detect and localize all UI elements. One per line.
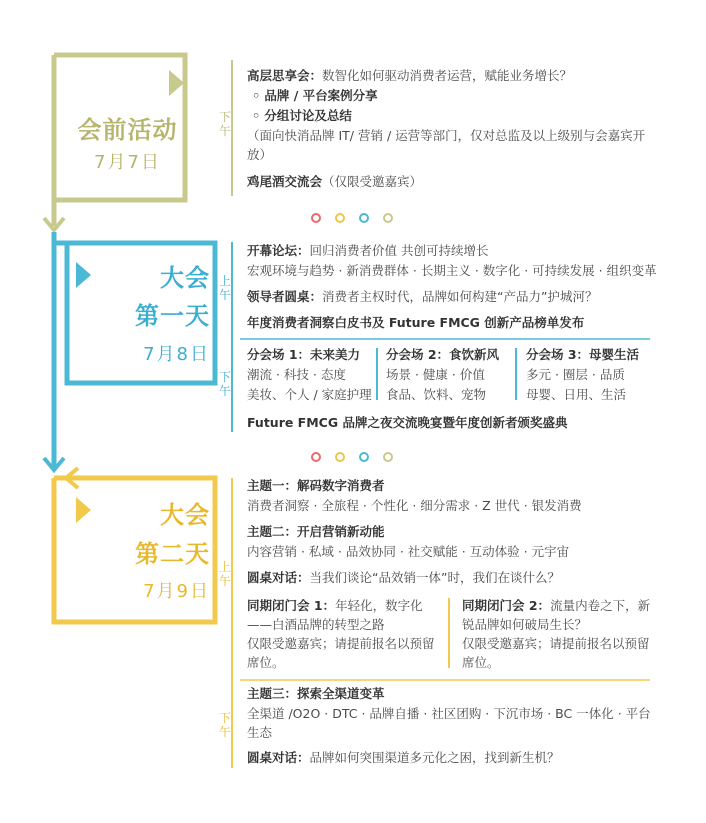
day1-arrow-icon (76, 262, 91, 288)
day2-morning-line-5: 圆桌对话：当我们谈论“品效销一体”时，我们在谈什么？ (247, 570, 560, 585)
session-categories: 美妆、个人 / 家庭护理 (247, 387, 372, 402)
session-title: 分会场 3：母婴生活 (526, 347, 640, 362)
session-tags: 潮流 · 科技 · 态度 (247, 367, 346, 382)
day2-title-line2: 第二天 (135, 540, 210, 568)
day2-afternoon-period: 下午 (218, 711, 231, 739)
day1-title-line2: 第一天 (135, 302, 210, 330)
day2-afternoon-line-3: 圆桌对话：品牌如何突围渠道多元化之困，找到新生机？ (247, 750, 560, 765)
pre-event-line-5: 鸡尾酒交流会（仅限受邀嘉宾） (247, 174, 423, 189)
dot-icon (383, 213, 393, 223)
day1-evening: Future FMCG 品牌之夜交流晚宴暨年度创新者颁奖盛典 (247, 415, 568, 430)
day2-date: 7月9日 (143, 581, 210, 602)
dot-icon (335, 213, 345, 223)
day1-morning-line-3: 领导者圆桌：消费者主权时代，品牌如何构建“产品力”护城河？ (247, 289, 598, 304)
day2-morning-line-3: 主题二：开启营销新动能 (247, 524, 385, 539)
day1-title-line1: 大会 (160, 264, 210, 292)
dot-icon (359, 213, 369, 223)
day1-morning-period: 上午 (218, 274, 231, 302)
session-tags: 多元 · 圈层 · 品质 (526, 367, 625, 382)
day2-morning-line-2: 消费者洞察 · 全旅程 · 个性化 · 细分需求 · Z 世代 · 银发消费 (247, 498, 582, 513)
session-title: 分会场 2：食饮新风 (386, 347, 500, 362)
pre-event-arrow-icon (169, 70, 184, 96)
pre-event-title: 会前活动 (77, 116, 178, 144)
day1-date: 7月8日 (143, 344, 210, 365)
dot-icon (311, 452, 321, 462)
day2-afternoon-line-1: 主题三：探索全渠道变革 (247, 686, 385, 701)
pre-event-period: 下午 (218, 110, 231, 138)
session-categories: 母婴、日用、生活 (526, 387, 627, 402)
day1-morning-line-2: 宏观环境与趋势 · 新消费群体 · 长期主义 · 数字化 · 可持续发展 · 组织变革 (247, 263, 657, 278)
pre-event-line-2: ◦ 品牌 / 平台案例分享 (252, 88, 378, 103)
day2-afternoon-line-2: 全渠道 /O2O · DTC · 品牌自播 · 社区团购 · 下沉市场 · BC 一体化 · 平台生态 (247, 706, 651, 740)
dot-icon (311, 213, 321, 223)
day2-closed-session-1: 同期闭门会 1：年轻化，数字化——白酒品牌的转型之路 仅限受邀嘉宾；请提前报名以预留席位。 (247, 598, 435, 670)
pre-event-date: 7月7日 (94, 152, 161, 173)
day1-morning-line-1: 开幕论坛：回归消费者价值 共创可持续增长 (247, 243, 489, 258)
day1-afternoon-period: 下午 (218, 370, 231, 398)
day2-arrow-icon (76, 497, 91, 523)
day2-morning-line-4: 内容营销 · 私域 · 品效协同 · 社交赋能 · 互动体验 · 元宇宙 (247, 544, 570, 559)
dot-icon (383, 452, 393, 462)
session-title: 分会场 1：未来美力 (247, 347, 361, 362)
pre-event-line-4: （面向快消品牌 IT/ 营销 / 运营等部门，仅对总监及以上级别与会嘉宾开放） (247, 128, 646, 162)
day2-morning-line-1: 主题一：解码数字消费者 (247, 478, 385, 493)
day1-morning-line-4: 年度消费者洞察白皮书及 Future FMCG 创新产品榜单发布 (247, 315, 585, 330)
day2-closed-session-2: 同期闭门会 2：流量内卷之下，新锐品牌如何破局生长？ 仅限受邀嘉宾；请提前报名以预留席位。 (462, 598, 651, 670)
dot-icon (359, 452, 369, 462)
pre-event-line-1: 高层思享会：数智化如何驱动消费者运营，赋能业务增长？ (247, 68, 573, 83)
session-categories: 食品、饮料、宠物 (386, 387, 487, 402)
pre-event-line-3: ◦ 分组讨论及总结 (252, 108, 352, 123)
day2-morning-period: 上午 (218, 560, 231, 588)
dot-icon (335, 452, 345, 462)
session-tags: 场景 · 健康 · 价值 (386, 367, 485, 382)
day2-title-line1: 大会 (160, 501, 210, 529)
